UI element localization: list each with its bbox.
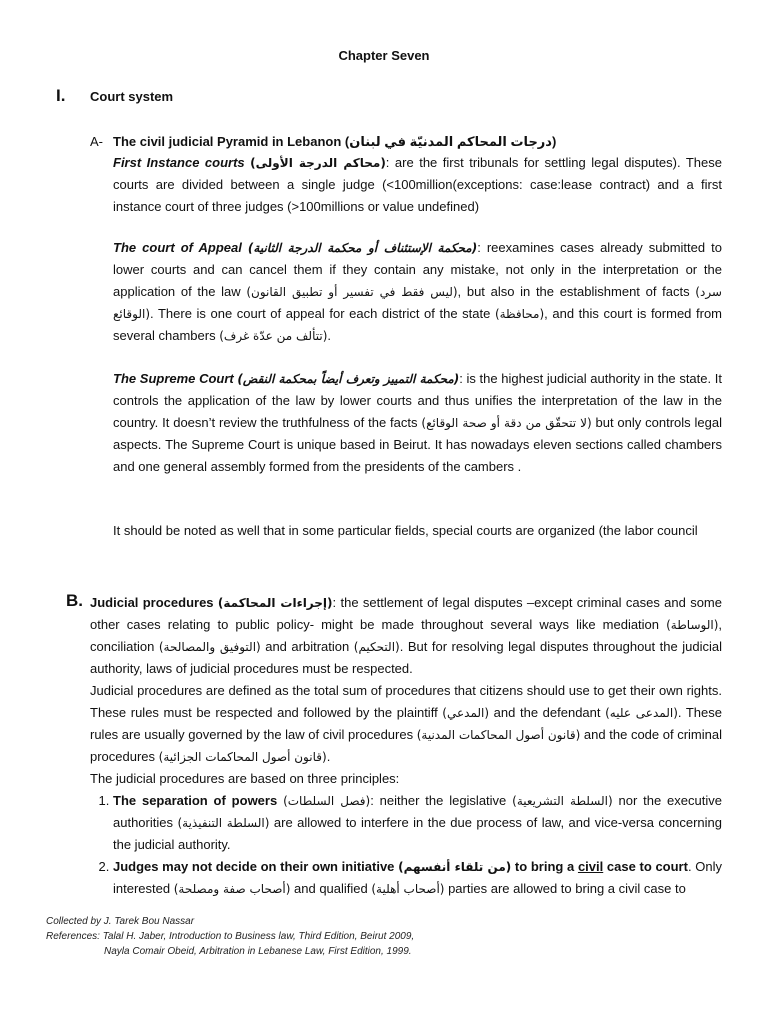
b-p1-text-3: and arbitration	[260, 639, 354, 654]
supreme-arabic-2: (لا تتحقّق من دقة أو صحة الوقائع)	[421, 416, 592, 430]
first-instance-arabic: (محاكم الدرجة الأولى)	[250, 156, 386, 170]
subsection-b-heading-arabic: (إجراءات المحاكمة)	[217, 596, 333, 610]
principle-2-text-3: parties are allowed to bring a civil case to	[444, 881, 686, 896]
section-title: Court system	[90, 89, 174, 104]
judicial-procedures-paragraph	[90, 592, 722, 680]
principle-1-arabic-1: (فصل السلطات)	[283, 794, 371, 808]
b-p2-arabic-3: (قانون أصول المحاكمات المدنية)	[416, 728, 581, 742]
principle-1-text-1: : neither the legislative	[370, 793, 513, 808]
principle-2-text-2: and qualified	[290, 881, 372, 896]
b-p2-text-3: . These rules are usually governed by the law of civil procedures	[90, 705, 722, 742]
appeal-arabic-5: (تتألف من عدّة غرف)	[219, 329, 328, 343]
subsection-a-label: A-	[90, 134, 103, 149]
b-p2-text-4: and the code of criminal procedures	[90, 727, 722, 764]
subsection-b-label: B.	[66, 591, 83, 610]
appeal-text-4: , and this court is formed from several chambers	[113, 306, 722, 343]
list-item	[113, 790, 722, 856]
note-paragraph: It should be noted as well that in some particular fields, special courts are organized (the labor council	[113, 523, 698, 538]
footer	[46, 914, 414, 959]
principle-1-arabic-3: (السلطة التنفيذية)	[177, 816, 270, 830]
principle-2-term-3: case to court	[603, 859, 688, 874]
b-p1-arabic-1: (الوساطة)	[666, 618, 719, 632]
chapter-title: Chapter Seven	[338, 48, 430, 63]
principle-1-text-2: nor the executive authorities	[113, 793, 722, 830]
footer-collected-by: Collected by J. Tarek Bou Nassar	[46, 916, 195, 927]
principle-2-text-1: . Only interested	[113, 859, 722, 896]
appeal-paragraph	[113, 237, 722, 347]
supreme-paragraph	[113, 368, 722, 478]
b-p1-text-2: , conciliation	[90, 617, 722, 654]
principles-list	[90, 790, 722, 900]
principle-1-term: The separation of powers	[113, 793, 278, 808]
supreme-text-1: : is the highest judicial authority in the state. It controls the application of the law by lower courts and thus unifies the interpretation of the law in the country. It doesn’t review the truthfulness of the facts	[113, 371, 722, 430]
first-instance-text: : are the first tribunals for settling legal disputes). These courts are divided between a single judge (<100million(exceptions: case:lease contract) and a first instance court of three judges (>100millions or value undefined)	[113, 155, 722, 214]
subsection-b-content	[90, 592, 722, 900]
subsection-a-heading: The civil judicial Pyramid in Lebanon (درجات المحاكم المدنيّة في لبنان)	[113, 134, 557, 149]
b-p2-text-5: .	[326, 749, 331, 764]
appeal-arabic-3: (سرد الوقائع)	[113, 285, 722, 321]
appeal-arabic: (محكمة الإستئناف أو محكمة الدرجة الثانية)	[247, 241, 478, 255]
appeal-text-1: : reexamines cases already submitted to lower courts and can cancel them if they contain any mistake, not only in the interpretation or the application of the law	[113, 240, 722, 299]
principle-1-arabic-2: (السلطة التشريعية)	[512, 794, 613, 808]
b-p1-arabic-2: (التوفيق والمصالحة)	[158, 640, 261, 654]
list-item	[113, 856, 722, 900]
b-p1-text-1: : the settlement of legal disputes –except criminal cases and some other cases relating to public policy- might be made throughout several ways like mediation	[90, 595, 722, 632]
b-p2-text-2: and the defendant	[489, 705, 606, 720]
principle-2-term-1: Judges may not decide on their own initiative	[113, 859, 395, 874]
principle-2-arabic-1: (من تلقاء أنفسهم)	[398, 860, 512, 874]
appeal-text-5: .	[327, 328, 332, 343]
supreme-arabic: (محكمة التمييز وتعرف أيضاً بمحكمة النقض)	[237, 372, 460, 386]
b-p2-arabic-4: (قانون أصول المحاكمات الجزائية)	[158, 750, 327, 764]
principle-1-text-3: are allowed to interfere in the due process of law, and vice-versa concerning the judicial authority.	[113, 815, 722, 852]
appeal-text-2: , but also in the establishment of facts	[457, 284, 696, 299]
b-p2-text-1: Judicial procedures are defined as the total sum of procedures that citizens should use to get their own rights. These rules must be respected and followed by the plaintiff	[90, 683, 722, 720]
footer-reference-1: References: Talal H. Jaber, Introduction to Business law, Third Edition, Beirut 2009,	[46, 931, 415, 942]
supreme-text-2: but only controls legal aspects. The Supreme Court is unique based in Beirut. It has nowadays eleven sections called chambers and one general assembly formed from the presidents of the cambers .	[113, 415, 722, 474]
definition-paragraph	[90, 680, 722, 768]
principle-2-term-underlined: civil	[577, 859, 604, 874]
b-p2-arabic-2: (المدعى عليه)	[605, 706, 678, 720]
appeal-term: The court of Appeal	[113, 240, 242, 255]
appeal-arabic-2: (ليس فقط في تفسير أو تطبيق القانون)	[246, 285, 458, 299]
principle-2-arabic-2: (أصحاب صفة ومصلحة)	[173, 882, 291, 896]
b-p1-text-4: . But for resolving legal disputes throughout the judicial authority, laws of judicial procedures must be respected.	[90, 639, 722, 676]
principle-2-term-2: to bring a	[511, 859, 578, 874]
subsection-b-heading: Judicial procedures	[90, 595, 214, 610]
appeal-text-3: . There is one court of appeal for each district of the state	[150, 306, 495, 321]
first-instance-term: First Instance courts	[113, 155, 245, 170]
principles-intro: The judicial procedures are based on three principles:	[90, 771, 400, 786]
b-p2-arabic-1: (المدعي)	[442, 706, 490, 720]
first-instance-paragraph	[113, 152, 722, 218]
appeal-arabic-4: (محافظة)	[494, 307, 545, 321]
principle-2-arabic-3: (أصحاب أهلية)	[371, 882, 445, 896]
section-number: I.	[56, 86, 66, 105]
supreme-term: The Supreme Court	[113, 371, 234, 386]
b-p1-arabic-3: (التحكيم)	[353, 640, 400, 654]
footer-reference-2: Nayla Comair Obeid, Arbitration in Lebanese Law, First Edition, 1999.	[104, 946, 412, 957]
